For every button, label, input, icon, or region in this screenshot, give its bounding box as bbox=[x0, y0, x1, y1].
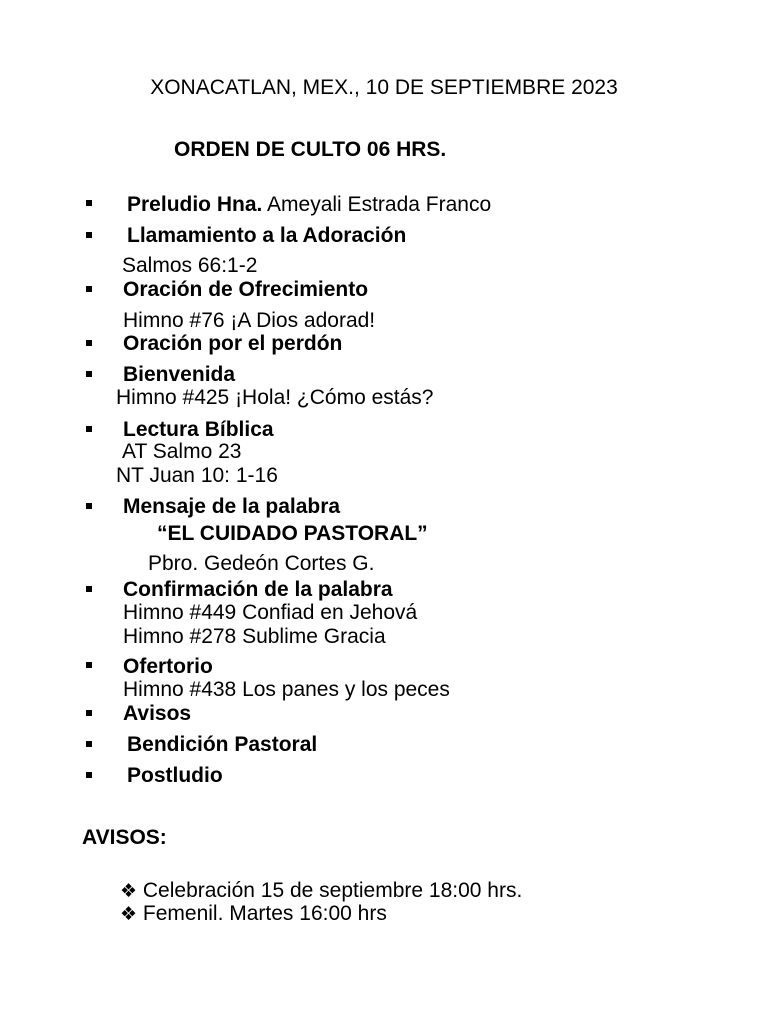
item-sub: Himno #438 Los panes y los peces bbox=[123, 678, 450, 701]
item-sub: NT Juan 10: 1-16 bbox=[116, 464, 278, 487]
item-label: Llamamiento a la Adoración bbox=[127, 224, 407, 247]
list-item bbox=[127, 194, 491, 215]
square-bullet-icon bbox=[86, 710, 92, 716]
avisos-heading: AVISOS: bbox=[82, 826, 167, 849]
square-bullet-icon bbox=[86, 772, 92, 778]
item-sub: AT Salmo 23 bbox=[122, 440, 242, 463]
document-title: ORDEN DE CULTO 06 HRS. bbox=[174, 138, 447, 161]
item-sub: Himno #425 ¡Hola! ¿Cómo estás? bbox=[116, 386, 434, 409]
item-label: Bendición Pastoral bbox=[127, 733, 318, 756]
aviso-text: Femenil. Martes 16:00 hrs bbox=[142, 902, 387, 925]
item-label: Postludio bbox=[127, 764, 223, 787]
item-sub: Pbro. Gedeón Cortes G. bbox=[148, 552, 375, 575]
square-bullet-icon bbox=[86, 741, 92, 747]
item-label: Lectura Bíblica bbox=[123, 418, 274, 441]
square-bullet-icon bbox=[86, 662, 92, 668]
aviso-item bbox=[120, 903, 387, 924]
aviso-text: Celebración 15 de septiembre 18:00 hrs. bbox=[142, 879, 523, 902]
item-label: Avisos bbox=[123, 702, 192, 725]
item-extra: Ameyali Estrada Franco bbox=[262, 193, 492, 216]
item-label: Bienvenida bbox=[123, 363, 236, 386]
square-bullet-icon bbox=[86, 586, 92, 592]
square-bullet-icon bbox=[86, 232, 92, 238]
item-label: Mensaje de la palabra bbox=[123, 495, 341, 518]
item-label: Oración por el perdón bbox=[123, 332, 343, 355]
aviso-item bbox=[120, 880, 522, 901]
item-label: Confirmación de la palabra bbox=[123, 578, 393, 601]
item-label: Ofertorio bbox=[123, 655, 213, 678]
item-sub: Himno #76 ¡A Dios adorad! bbox=[123, 309, 376, 332]
document-header: XONACATLAN, MEX., 10 DE SEPTIEMBRE 2023 bbox=[150, 76, 618, 99]
square-bullet-icon bbox=[86, 371, 92, 377]
square-bullet-icon bbox=[86, 340, 92, 346]
four-diamond-bullet-icon: ❖ bbox=[120, 904, 138, 925]
four-diamond-bullet-icon: ❖ bbox=[120, 881, 138, 902]
item-sub: Himno #278 Sublime Gracia bbox=[123, 625, 386, 648]
square-bullet-icon bbox=[86, 200, 92, 206]
item-label: Oración de Ofrecimiento bbox=[123, 278, 369, 301]
square-bullet-icon bbox=[86, 503, 92, 509]
item-sub: Salmos 66:1-2 bbox=[122, 254, 258, 277]
square-bullet-icon bbox=[86, 286, 92, 292]
item-label: Preludio Hna. bbox=[127, 193, 263, 216]
item-sub: Himno #449 Confiad en Jehová bbox=[123, 601, 418, 624]
sermon-title: “EL CUIDADO PASTORAL” bbox=[157, 522, 428, 545]
square-bullet-icon bbox=[86, 426, 92, 432]
